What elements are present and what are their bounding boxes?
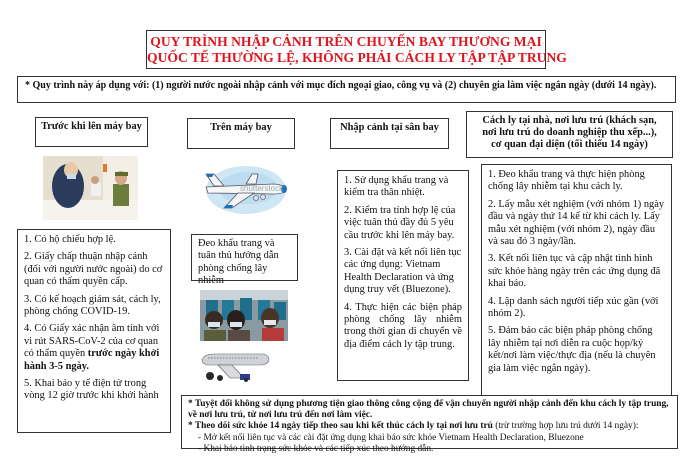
header-before-boarding: Trước khi lên máy bay [35,117,148,147]
title-line-2: QUỐC TẾ THƯỜNG LỆ, KHÔNG PHẢI CÁCH LY TẬP TẬP TRUNG [147,50,567,65]
list-item: 4. Thực hiện các biện pháp phòng chống lây nhiễm trong thời gian di chuyển về địa điểm cách ly tập trung. [344,301,462,350]
list-item: 2. Kiểm tra tính hợp lệ của việc tuân thủ đầy đủ 5 yêu cầu trước khi lên máy bay. [344,204,456,241]
list-item: 3. Có kế hoạch giám sát, cách ly, phòng chống COVID-19. [24,293,161,318]
monitoring-sub-item: - Mở kết nối liên tục và các cài đặt ứng dụng khai báo sức khỏe Vietnam Health Declaration, Bluezone [198,432,584,443]
scope-note: * Quy trình này áp dụng với: (1) người nước ngoài nhập cảnh với mục đích ngoại giao, công vụ và (2) chuyên gia làm việc ngắn ngày (dưới 14 ngày). [17,76,676,103]
health-monitoring-note: * Theo dõi sức khỏe 14 ngày tiếp theo sau khi kết thúc cách ly tại nơi lưu trú (trừ trường hợp lưu trú dưới 14 ngày): [188,421,639,432]
cabin-passengers-photo [200,290,288,341]
quarantine-steps [481,164,672,397]
list-item: 1. Sử dụng khẩu trang và kiểm tra thân nhiệt. [344,175,449,199]
title-line-1: QUY TRÌNH NHẬP CẢNH TRÊN CHUYẾN BAY THƯƠNG MẠI [150,34,542,49]
airport-checkin-photo [43,156,138,220]
list-item: 4. Lập danh sách người tiếp xúc gần (với nhóm 2). [488,295,659,320]
list-item: 3. Cài đặt và kết nối liên tục các ứng dụng: Vietnam Health Declaration và ứng dụng truy vết (Bluezone). [344,247,462,296]
list-item: 2. Giấy chấp thuận nhập cảnh (đối với người nước ngoài) do cơ quan có thẩm quyền cấp. [24,251,163,288]
on-plane-note: Đeo khẩu trang và tuân thủ hướng dẫn phòng chống lây nhiễm [191,234,298,281]
list-item: 5. Khai báo y tế điện tử trong vòng 12 giờ trước khi khởi hành [24,378,159,402]
airplane-illustration [196,160,292,218]
svg-text:shutterstock: shutterstock [240,184,284,193]
before-boarding-requirements [17,229,171,433]
monitoring-sub-item: - Khai báo tình trạng sức khỏe và các tiếp xúc theo hướng dẫn. [198,443,434,454]
title-box [146,30,567,69]
list-item: 1. Đeo khẩu trang và thực hiện phòng chống lây nhiễm tại khu cách ly. [488,169,645,193]
bottom-notes [181,395,678,454]
transport-warning: * Tuyệt đối không sử dụng phương tiện giao thông công cộng để vận chuyển người nhập cảnh đến khu cách ly tập trung, về nơi lưu trú, từ nơi lưu trú đến nơi làm việc. [188,399,669,421]
airport-entry-steps [337,170,469,381]
list-item: 5. Đảm bảo các biện pháp phòng chống lây nhiễm tại nơi diễn ra cuộc họp/ký kết/nơi làm việc/thực địa (nếu là chuyên gia làm việc ngắn ngày). [488,325,656,374]
list-item: 4. Có Giấy xác nhận âm tính với vi rút SARS-CoV-2 của cơ quan có thẩm quyền trước ngày khởi hành 3-5 ngày. [24,323,160,372]
header-on-plane: Trên máy bay [187,118,295,149]
airplane-with-stairs [198,346,270,382]
header-airport-entry: Nhập cảnh tại sân bay [330,118,449,149]
list-item: 3. Kết nối liên tục và cập nhật tình hình sức khỏe hàng ngày trên các ứng dụng đã khai báo. [488,253,661,290]
list-item: 2. Lấy mẫu xét nghiệm (với nhóm 1) ngày đầu và ngày thứ 14 kể từ khi cách ly. Lấy mẫu xét nghiệm (với nhóm 2), ngày đầu và sau đó 3 ngày/lần. [488,198,665,248]
header-quarantine: Cách ly tại nhà, nơi lưu trú (khách sạn, nơi lưu trú do doanh nghiệp thu xếp...), cơ quan đại diện (tối thiểu 14 ngày) [466,111,673,158]
list-item: 1. Có hộ chiếu hợp lệ. [24,234,116,245]
